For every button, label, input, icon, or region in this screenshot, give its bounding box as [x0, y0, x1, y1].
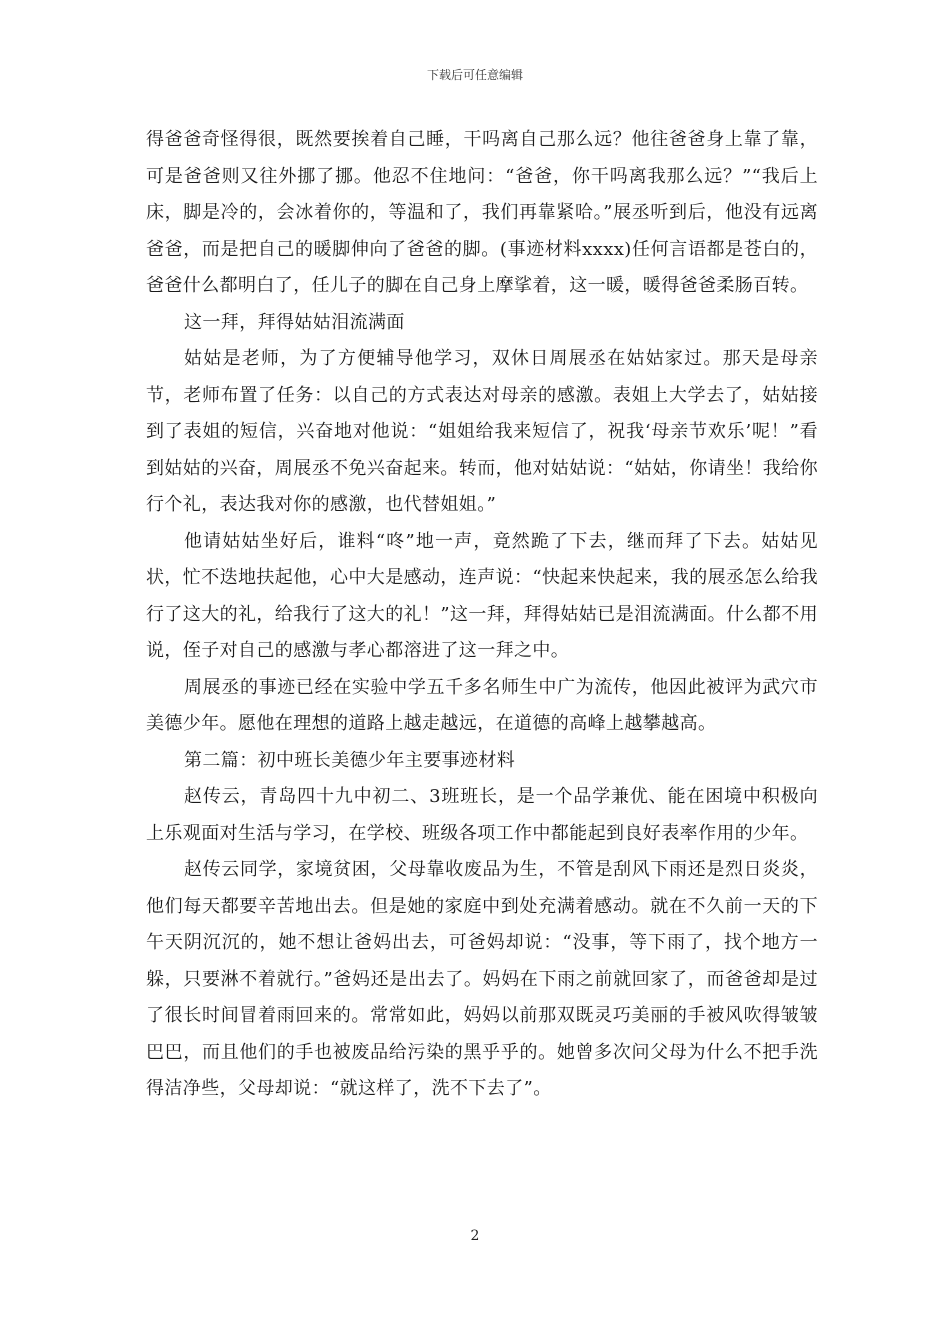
document-body: [146, 122, 818, 1108]
paragraph: 赵传云同学，家境贫困，父母靠收废品为生，不管是刮风下雨还是烈日炎炎，他们每天都要辛苦地出去。但是她的家庭中到处充满着感动。就在不久前一天的下午天阴沉沉的，她不想让爸妈出去，可爸妈却说：“没事，等下雨了，找个地方一躲，只要淋不着就行。”爸妈还是出去了。妈妈在下雨之前就回家了，而爸爸却是过了很长时间冒着雨回来的。常常如此，妈妈以前那双既灵巧美丽的手被风吹得皱皱巴巴，而且他们的手也被废品给污染的黑乎乎的。她曾多次问父母为什么不把手洗得洁净些，父母却说：“就这样了，洗不下去了”。: [146, 859, 818, 1099]
paragraph-continuation: 得爸爸奇怪得很，既然要挨着自己睡，干吗离自己那么远？他往爸爸身上靠了靠，可是爸爸则又往外挪了挪。他忍不住地问：“爸爸，你干吗离我那么远？”“我后上床，脚是冷的，会冰着你的，等温和了，我们再靠紧哈。”展丞听到后，他没有远离爸爸，而是把自己的暖脚伸向了爸爸的脚。(事迹材料xxxx)任何言语都是苍白的，爸爸什么都明白了，任儿子的脚在自己身上摩挲着，这一暖，暖得爸爸柔肠百转。: [146, 129, 818, 296]
page-header: 下载后可任意编辑: [426, 68, 523, 82]
paragraph: 周展丞的事迹已经在实验中学五千多名师生中广为流传，他因此被评为武穴市美德少年。愿他在理想的道路上越走越远，在道德的高峰上越攀越高。: [146, 676, 818, 734]
paragraph: 赵传云，青岛四十九中初二、3班班长，是一个品学兼优、能在困境中积极向上乐观面对生活与学习，在学校、班级各项工作中都能起到良好表率作用的少年。: [146, 786, 818, 844]
paragraph: 姑姑是老师，为了方便辅导他学习，双休日周展丞在姑姑家过。那天是母亲节，老师布置了任务：以自己的方式表达对母亲的感激。表姐上大学去了，姑姑接到了表姐的短信，兴奋地对他说：“姐姐给我来短信了，祝我‘母亲节欢乐’呢！”看到姑姑的兴奋，周展丞不免兴奋起来。转而，他对姑姑说：“姑姑，你请坐！我给你行个礼，表达我对你的感激，也代替姐姐。”: [146, 348, 818, 515]
section-heading-part-two: 第二篇：初中班长美德少年主要事迹材料: [184, 749, 516, 771]
page-number: 2: [470, 1228, 480, 1244]
paragraph: 他请姑姑坐好后，谁料“咚”地一声，竟然跪了下去，继而拜了下去。姑姑见状，忙不迭地扶起他，心中大是感动，连声说：“快起来快起来，我的展丞怎么给我行了这大的礼，给我行了这大的礼！”这一拜，拜得姑姑已是泪流满面。什么都不用说，侄子对自己的感激与孝心都溶进了这一拜之中。: [146, 530, 818, 661]
section-heading-bow: 这一拜，拜得姑姑泪流满面: [184, 311, 405, 333]
